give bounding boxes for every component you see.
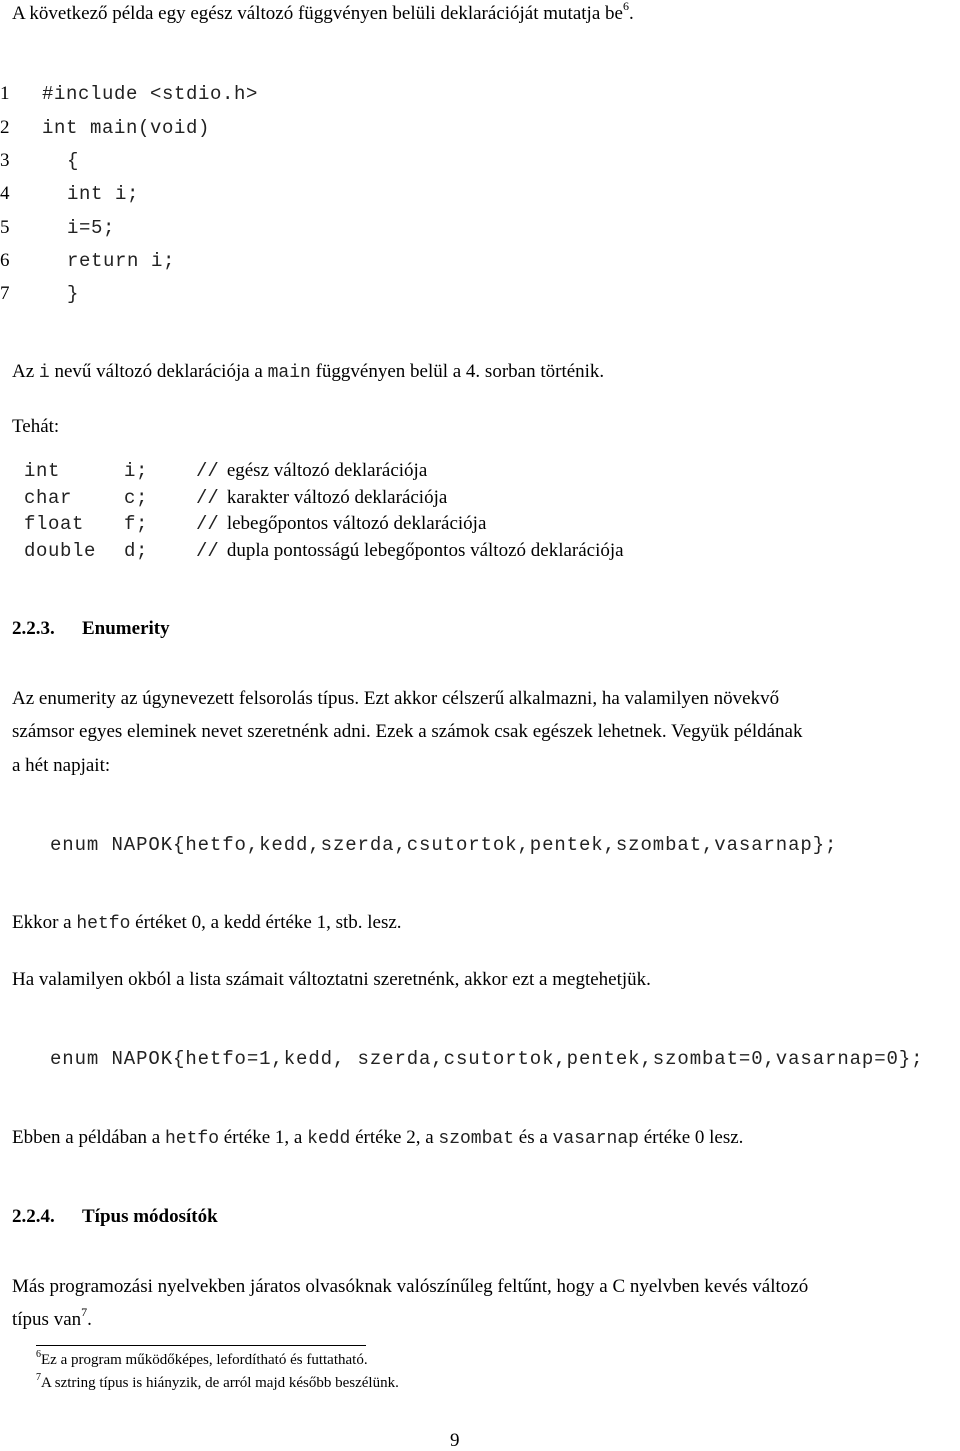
inline-code: main: [267, 363, 311, 383]
decl-var: f;: [124, 513, 149, 535]
code-text: int i;: [67, 183, 140, 205]
code-line-1: [0, 84, 258, 104]
code-line-7: [0, 284, 79, 304]
text-run: Ekkor a: [12, 912, 77, 933]
text-run: értéke 1, a: [219, 1127, 308, 1148]
code-line-2: [0, 118, 210, 138]
footnote-7: [36, 1372, 399, 1391]
text-run: és a: [514, 1127, 553, 1148]
intro-end: .: [628, 3, 634, 24]
section-number: 2.2.4.: [12, 1206, 55, 1227]
inline-code: vasarnap: [552, 1129, 639, 1149]
section-number: 2.2.3.: [12, 618, 55, 639]
decl-type: int: [24, 460, 61, 482]
inline-code: hetfo: [164, 1129, 219, 1149]
enum-paragraph-line-1: Az enumerity az úgynevezett felsorolás típus. Ezt akkor célszerű alkalmazni, ha valamilyen növekvő: [12, 688, 780, 709]
decl-var: d;: [124, 540, 149, 562]
decl-type: char: [24, 487, 73, 509]
mas-paragraph-line-1: Más programozási nyelvekben járatos olvasóknak valószínűleg feltűnt, hogy a C nyelvben kevés változó: [12, 1276, 809, 1297]
ebben-paragraph: [12, 1128, 743, 1148]
code-text: int main(void): [42, 117, 211, 139]
tehat-label: Tehát:: [12, 416, 60, 437]
inline-code: szombat: [438, 1129, 515, 1149]
text-run: nevű változó deklarációja a: [49, 361, 268, 382]
code-line-6: [0, 251, 175, 271]
section-heading-tipus-modositok: [12, 1207, 218, 1226]
ha-paragraph: Ha valamilyen okból a lista számait változtatni szeretnénk, akkor ezt a megtehetjük.: [12, 969, 651, 990]
decl-comment: egész változó deklarációja: [226, 460, 428, 481]
enum-code-example-2: enum NAPOK{hetfo=1,kedd, szerda,csutortok,pentek,szombat=0,vasarnap=0};: [50, 1048, 924, 1070]
declaration-row: [24, 461, 427, 481]
line-number: 2: [0, 117, 10, 138]
code-text: #include <stdio.h>: [42, 83, 259, 105]
text-run: Az: [12, 361, 39, 382]
text-run: értéke 0 lesz.: [638, 1127, 744, 1148]
footnote-marker: 7: [36, 1372, 41, 1383]
decl-var: i;: [124, 460, 149, 482]
code-line-4: [0, 184, 139, 204]
inline-code: i: [38, 363, 50, 383]
comment-slashes: //: [196, 460, 219, 482]
text-run: függvényen belül a 4. sorban történik.: [310, 361, 605, 382]
code-line-3: [0, 151, 79, 171]
section-title: Típus módosítók: [82, 1206, 218, 1227]
mas-paragraph-line-2: [12, 1305, 92, 1330]
comment-slashes: //: [196, 513, 219, 535]
footnote-ref-6: 6: [622, 0, 629, 13]
intro-text: A következő példa egy egész változó függvényen belüli deklarációját mutatja be: [12, 3, 623, 24]
decl-comment: lebegőpontos változó deklarációja: [226, 513, 487, 534]
code-line-5: [0, 218, 115, 238]
comment-slashes: //: [196, 487, 219, 509]
ekkor-paragraph: [12, 913, 402, 933]
text-run: Ebben a példában a: [12, 1127, 165, 1148]
footnote-text: A sztring típus is hiányzik, de arról majd később beszélünk.: [41, 1375, 399, 1391]
decl-comment: dupla pontosságú lebegőpontos változó deklarációja: [226, 540, 624, 561]
declaration-row: [24, 488, 447, 508]
text-run: típus van: [12, 1309, 82, 1330]
section-title: Enumerity: [82, 618, 170, 639]
enum-paragraph-line-3: a hét napjait:: [12, 755, 111, 776]
line-number: 7: [0, 283, 10, 304]
comment-slashes: //: [196, 540, 219, 562]
line-number: 3: [0, 150, 10, 171]
line-number: 1: [0, 83, 10, 104]
line-number: 5: [0, 217, 10, 238]
decl-var: c;: [124, 487, 149, 509]
line-number: 6: [0, 250, 10, 271]
footnote-text: Ez a program működőképes, lefordítható és futtatható.: [41, 1352, 368, 1368]
code-text: return i;: [67, 250, 176, 272]
declaration-row: [24, 514, 486, 534]
text-run: értéket 0, a kedd értéke 1, stb. lesz.: [130, 912, 402, 933]
footnote-marker: 6: [36, 1349, 41, 1360]
declaration-note: [12, 362, 604, 382]
decl-type: double: [24, 540, 97, 562]
text-run: értéke 2, a: [350, 1127, 439, 1148]
enum-code-example-1: enum NAPOK{hetfo,kedd,szerda,csutortok,pentek,szombat,vasarnap};: [50, 834, 838, 856]
code-text: i=5;: [67, 217, 116, 239]
footnote-6: [36, 1349, 368, 1368]
footnote-rule: [36, 1345, 366, 1346]
decl-comment: karakter változó deklarációja: [226, 487, 448, 508]
enum-paragraph-line-2: számsor egyes eleminek nevet szeretnénk adni. Ezek a számok csak egészek lehetnek. Vegyük példának: [12, 721, 803, 742]
inline-code: kedd: [307, 1129, 351, 1149]
code-text: {: [67, 150, 80, 172]
footnote-ref-7: 7: [81, 1305, 88, 1319]
code-text: }: [67, 283, 80, 305]
inline-code: hetfo: [76, 914, 131, 934]
line-number: 4: [0, 183, 10, 204]
intro-paragraph: [12, 0, 634, 24]
text-run: .: [87, 1309, 92, 1330]
page-number: 9: [450, 1430, 460, 1451]
declaration-row: [24, 541, 624, 561]
section-heading-enumerity: [12, 619, 170, 638]
decl-type: float: [24, 513, 85, 535]
